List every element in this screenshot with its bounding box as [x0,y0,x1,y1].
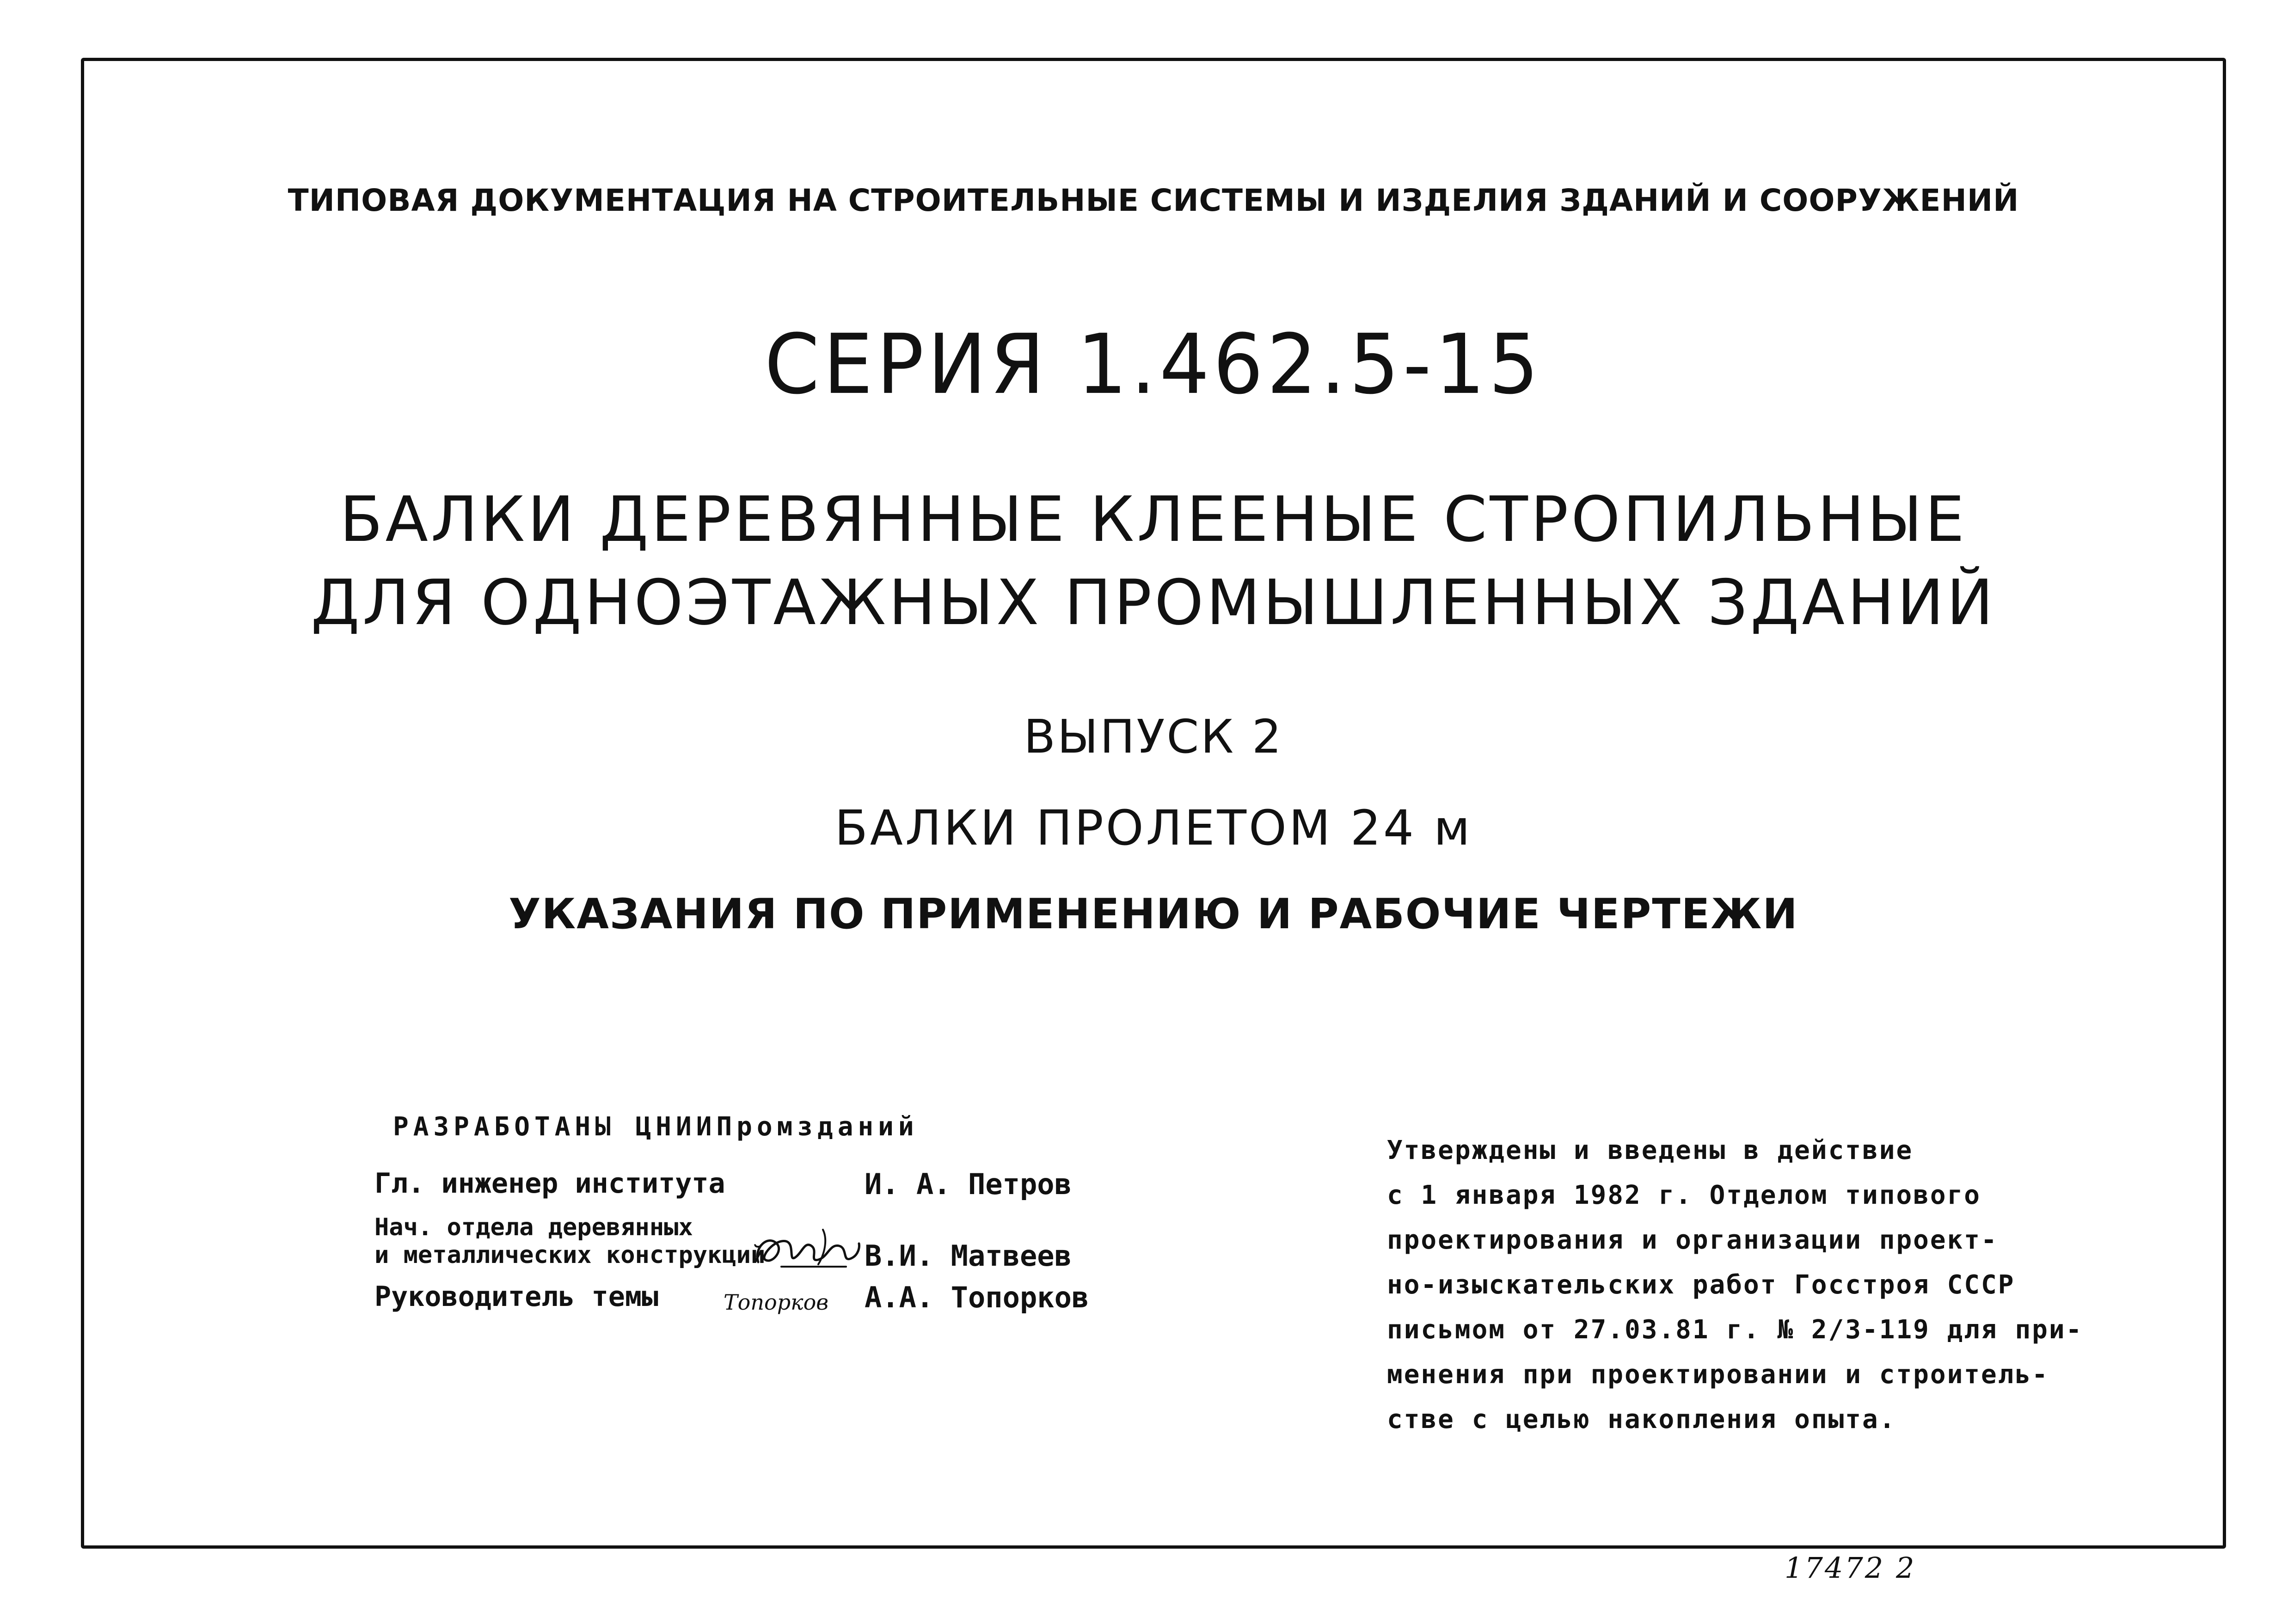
theme-lead-label: Руководитель темы [374,1281,659,1313]
department-head-label-line-2: и металлических конструкций [374,1241,766,1269]
approval-line: с 1 января 1982 г. Отделом типового [1387,1180,1981,1210]
approval-line: стве с целью накопления опыта. [1387,1404,1896,1434]
title-line-2: ДЛЯ ОДНОЭТАЖНЫХ ПРОМЫШЛЕННЫХ ЗДАНИЙ [311,566,1996,639]
handwritten-signature [749,1220,865,1281]
theme-lead-signature: Топорков [724,1290,829,1315]
approval-line: письмом от 27.03.81 г. № 2/3-119 для при- [1387,1315,2083,1345]
department-head-label-line-1: Нач. отдела деревянных [374,1213,693,1241]
archive-number: 17472 2 [1785,1551,1916,1585]
approval-note [1387,1128,2083,1442]
approval-line: проектирования и организации проект- [1387,1225,1998,1255]
series-number: СЕРИЯ 1.462.5-15 [764,317,1543,413]
department-head-name: В.И. Матвеев [865,1239,1072,1273]
series-header: ТИПОВАЯ ДОКУМЕНТАЦИЯ НА СТРОИТЕЛЬНЫЕ СИСТЕМЫ И ИЗДЕЛИЯ ЗДАНИЙ И СООРУЖЕНИЙ [288,183,2019,218]
title-line-1: БАЛКИ ДЕРЕВЯННЫЕ КЛЕЕНЫЕ СТРОПИЛЬНЫЕ [339,483,1968,556]
chief-engineer-label: Гл. инженер института [374,1167,725,1200]
chief-engineer-name: И. А. Петров [865,1167,1072,1201]
developer-heading: РАЗРАБОТАНЫ ЦНИИПромзданий [393,1112,919,1142]
approval-line: но-изыскательских работ Госстроя СССР [1387,1270,2015,1300]
issue-number: ВЫПУСК 2 [1024,710,1283,764]
approval-line: менения при проектировании и строитель- [1387,1360,2049,1390]
document-subtitle: УКАЗАНИЯ ПО ПРИМЕНЕНИЮ И РАБОЧИЕ ЧЕРТЕЖИ [509,890,1798,938]
beam-span: БАЛКИ ПРОЛЕТОМ 24 м [834,800,1472,856]
approval-line: Утверждены и введены в действие [1387,1135,1914,1165]
theme-lead-name: А.А. Топорков [865,1281,1089,1314]
